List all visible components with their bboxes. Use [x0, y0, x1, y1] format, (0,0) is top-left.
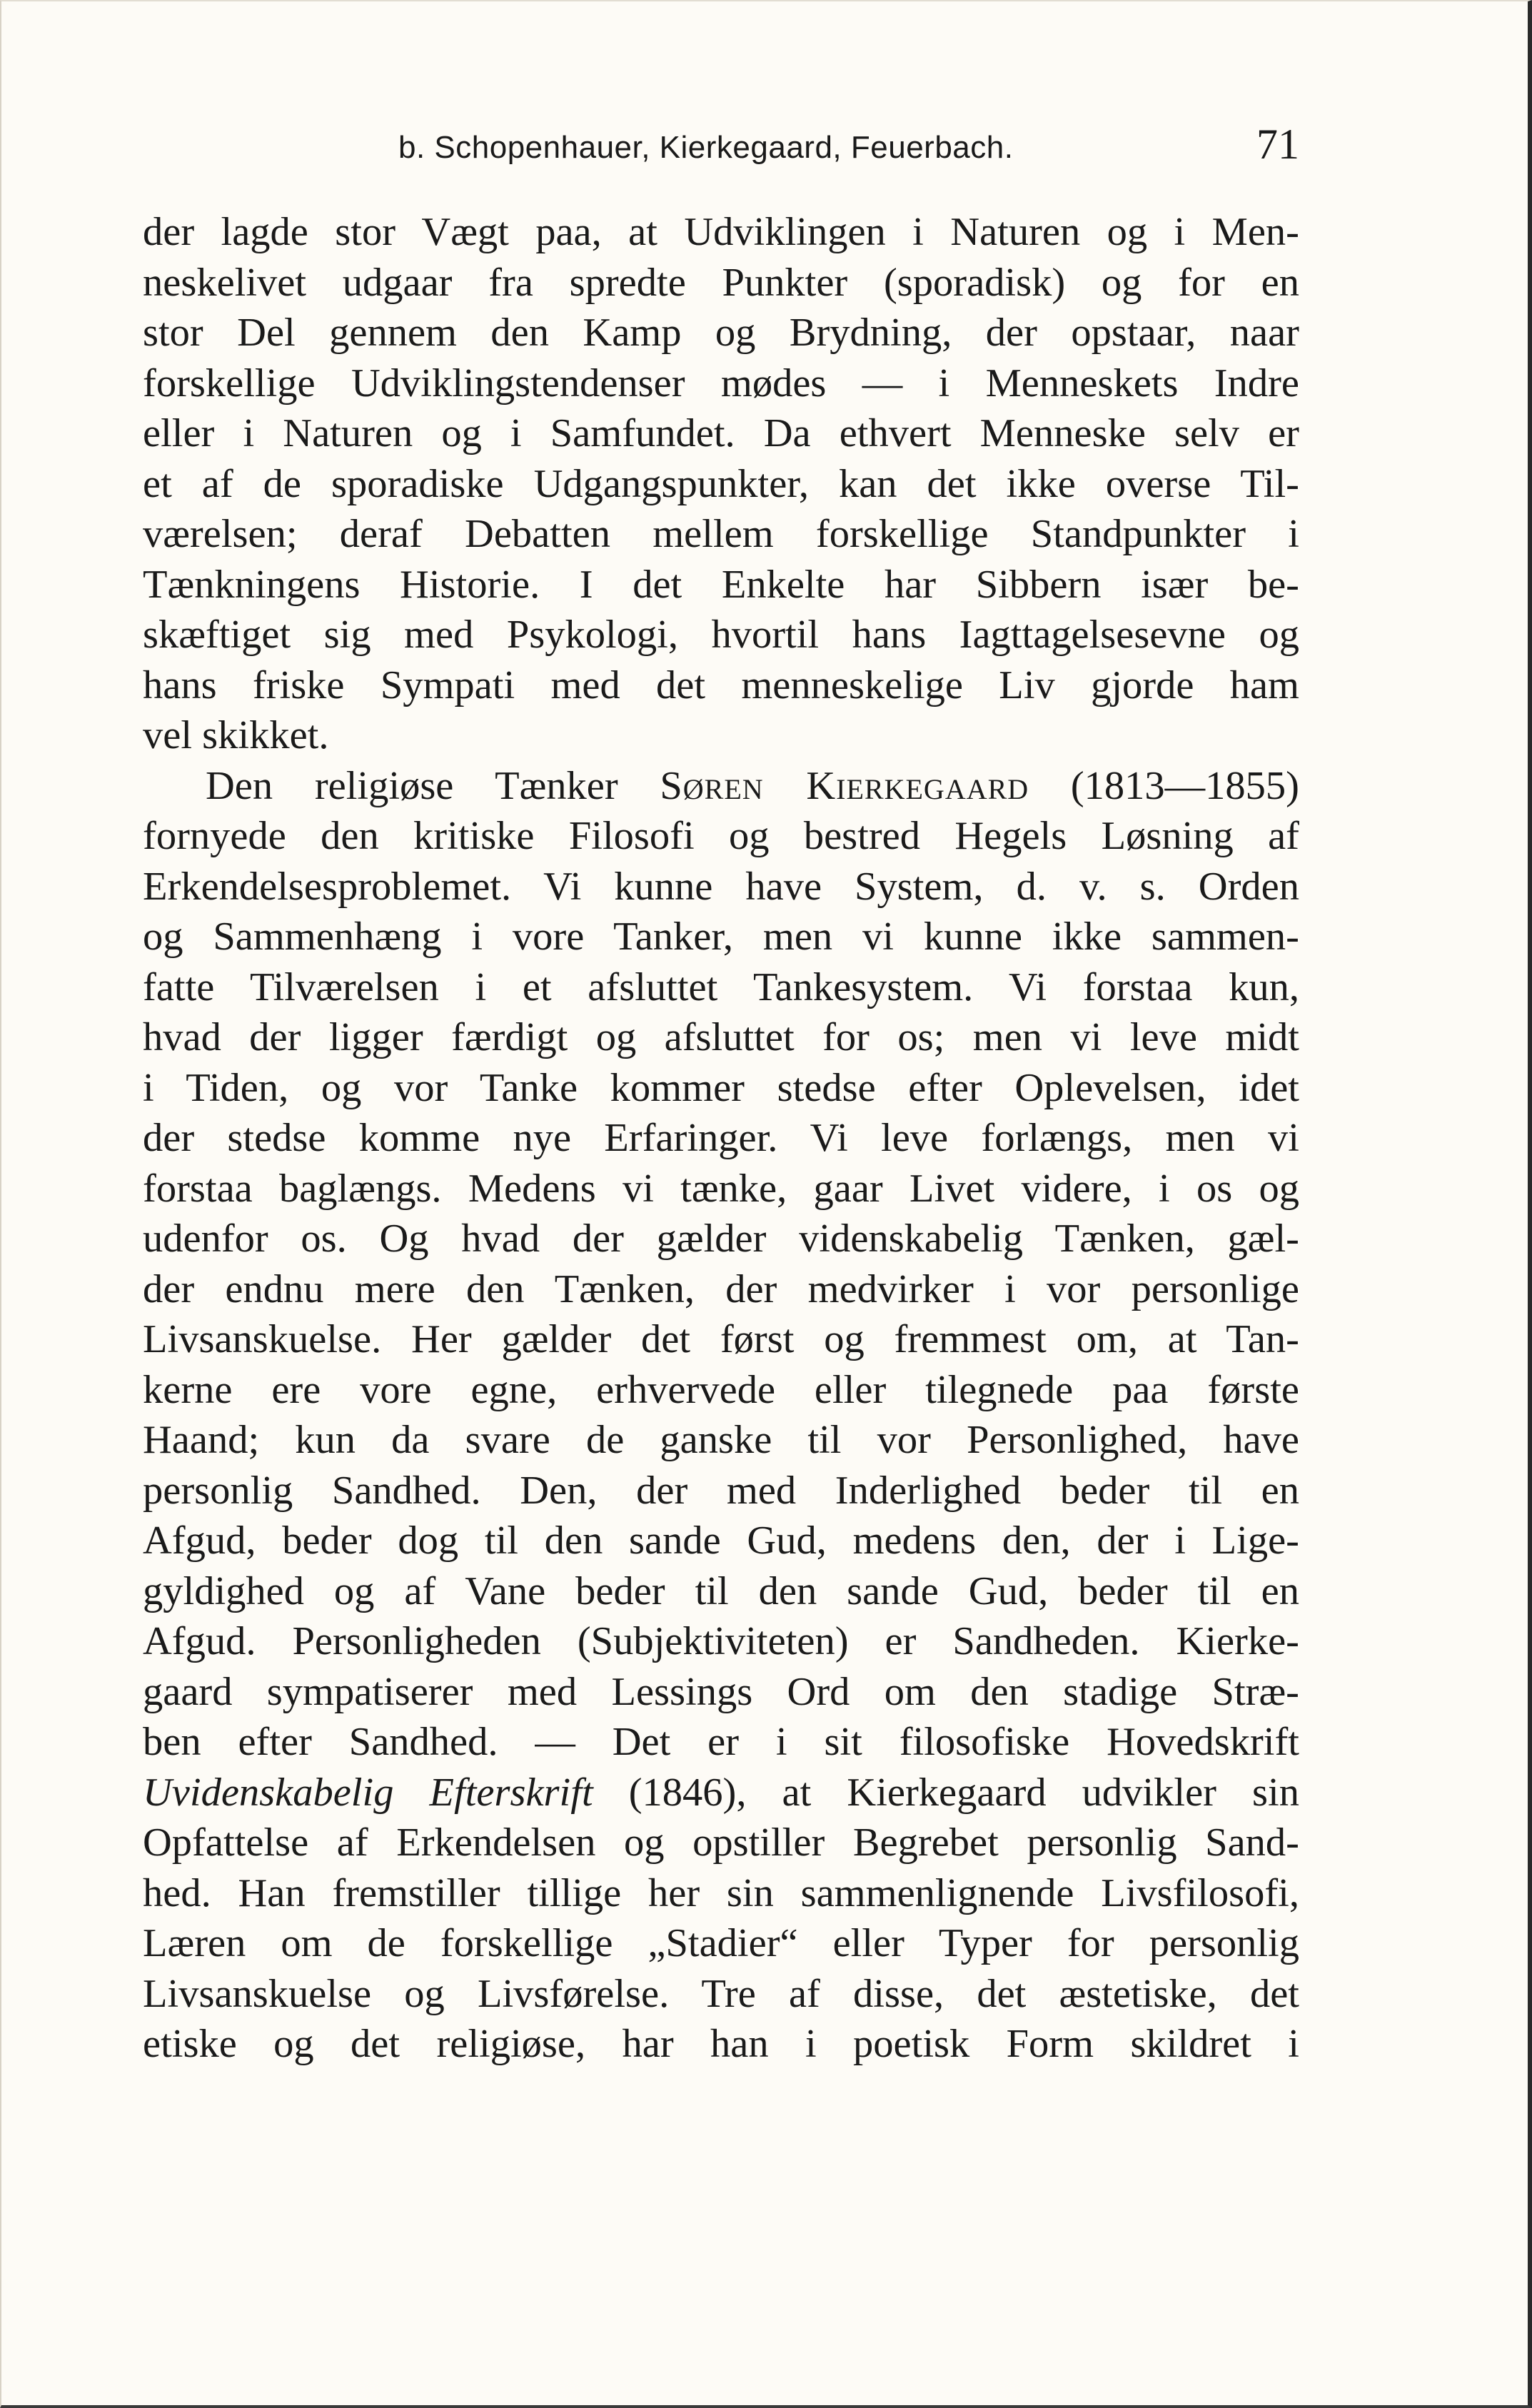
text-line: fornyede den kritiske Filosofi og bestred Hegels Løsning af [143, 814, 1299, 858]
paragraph-2 [143, 761, 1299, 2070]
text-line: forskellige Udviklingstendenser mødes — i Menneskets Indre [143, 361, 1299, 405]
text-line: Livsanskuelse og Livsførelse. Tre af disse, det æstetiske, det [143, 1971, 1299, 2016]
text-line: udenfor os. Og hvad der gælder videnskabelig Tænken, gæl- [143, 1216, 1299, 1261]
text-line: skæftiget sig med Psykologi, hvortil hans Iagttagelsesevne og [143, 613, 1299, 657]
text-line: i Tiden, og vor Tanke kommer stedse efter Oplevelsen, idet [143, 1065, 1299, 1110]
book-title: Uvidenskabelig Efterskrift [143, 1770, 593, 1815]
text-segment: (1813—1855) [1029, 763, 1299, 808]
text-line: der lagde stor Vægt paa, at Udviklingen i Naturen og i Men- [143, 210, 1299, 254]
text-line [143, 761, 1299, 812]
text-line: vel skikket. [143, 713, 329, 757]
text-line: værelsen; deraf Debatten mellem forskellige Standpunkter i [143, 512, 1299, 556]
text-line: hed. Han fremstiller tillige her sin sammenlignende Livsfilosofi, [143, 1870, 1299, 1915]
text-line: Tænkningens Historie. I det Enkelte har Sibbern især be- [143, 562, 1299, 607]
text-line: Afgud. Personligheden (Subjektiviteten) er Sandheden. Kierke- [143, 1619, 1299, 1663]
text-line [143, 1768, 1299, 1818]
author-name: Søren Kierkegaard [660, 763, 1029, 808]
text-line: hans friske Sympati med det menneskelige Liv gjorde ham [143, 663, 1299, 707]
text-line: ben efter Sandhed. — Det er i sit filosofiske Hovedskrift [143, 1720, 1299, 1764]
text-line: Afgud, beder dog til den sande Gud, medens den, der i Lige- [143, 1518, 1299, 1563]
text-line: Haand; kun da svare de ganske til vor Personlighed, have [143, 1418, 1299, 1462]
text-line: stor Del gennem den Kamp og Brydning, der opstaar, naar [143, 311, 1299, 355]
text-segment: (1846), at Kierkegaard udvikler sin [593, 1770, 1299, 1815]
page-number: 71 [1256, 121, 1299, 168]
text-line: og Sammenhæng i vore Tanker, men vi kunne ikke sammen- [143, 915, 1299, 959]
text-line: Læren om de forskellige „Stadier“ eller Typer for personlig [143, 1921, 1299, 1965]
text-line: gyldighed og af Vane beder til den sande Gud, beder til en [143, 1568, 1299, 1613]
page-header [143, 120, 1299, 177]
text-line: neskelivet udgaar fra spredte Punkter (sporadisk) og for en [143, 260, 1299, 305]
text-segment: Den religiøse Tænker [206, 763, 660, 808]
text-line: hvad der ligger færdigt og afsluttet for os; men vi leve midt [143, 1015, 1299, 1059]
text-line: etiske og det religiøse, har han i poetisk Form skildret i [143, 2022, 1299, 2066]
text-line: der endnu mere den Tænken, der medvirker i vor personlige [143, 1266, 1299, 1311]
text-line: eller i Naturen og i Samfundet. Da ethvert Menneske selv er [143, 411, 1299, 455]
text-line: personlig Sandhed. Den, der med Inderlighed beder til en [143, 1468, 1299, 1513]
text-line: fatte Tilværelsen i et afsluttet Tankesystem. Vi forstaa kun, [143, 964, 1299, 1009]
running-head: b. Schopenhauer, Kierkegaard, Feuerbach. [398, 130, 1014, 165]
text-line: et af de sporadiske Udgangspunkter, kan det ikke overse Til- [143, 461, 1299, 506]
paragraph-1 [143, 207, 1299, 761]
text-line: gaard sympatiserer med Lessings Ord om den stadige Stræ- [143, 1669, 1299, 1714]
text-line: kerne ere vore egne, erhvervede eller tilegnede paa første [143, 1367, 1299, 1412]
text-line: der stedse komme nye Erfaringer. Vi leve forlængs, men vi [143, 1116, 1299, 1160]
body-text [143, 207, 1299, 2070]
text-line: Livsanskuelse. Her gælder det først og fremmest om, at Tan- [143, 1317, 1299, 1361]
text-line: Opfattelse af Erkendelsen og opstiller Begrebet personlig Sand- [143, 1820, 1299, 1865]
text-line: Erkendelsesproblemet. Vi kunne have System, d. v. s. Orden [143, 864, 1299, 909]
text-line: forstaa baglængs. Medens vi tænke, gaar Livet videre, i os og [143, 1166, 1299, 1211]
